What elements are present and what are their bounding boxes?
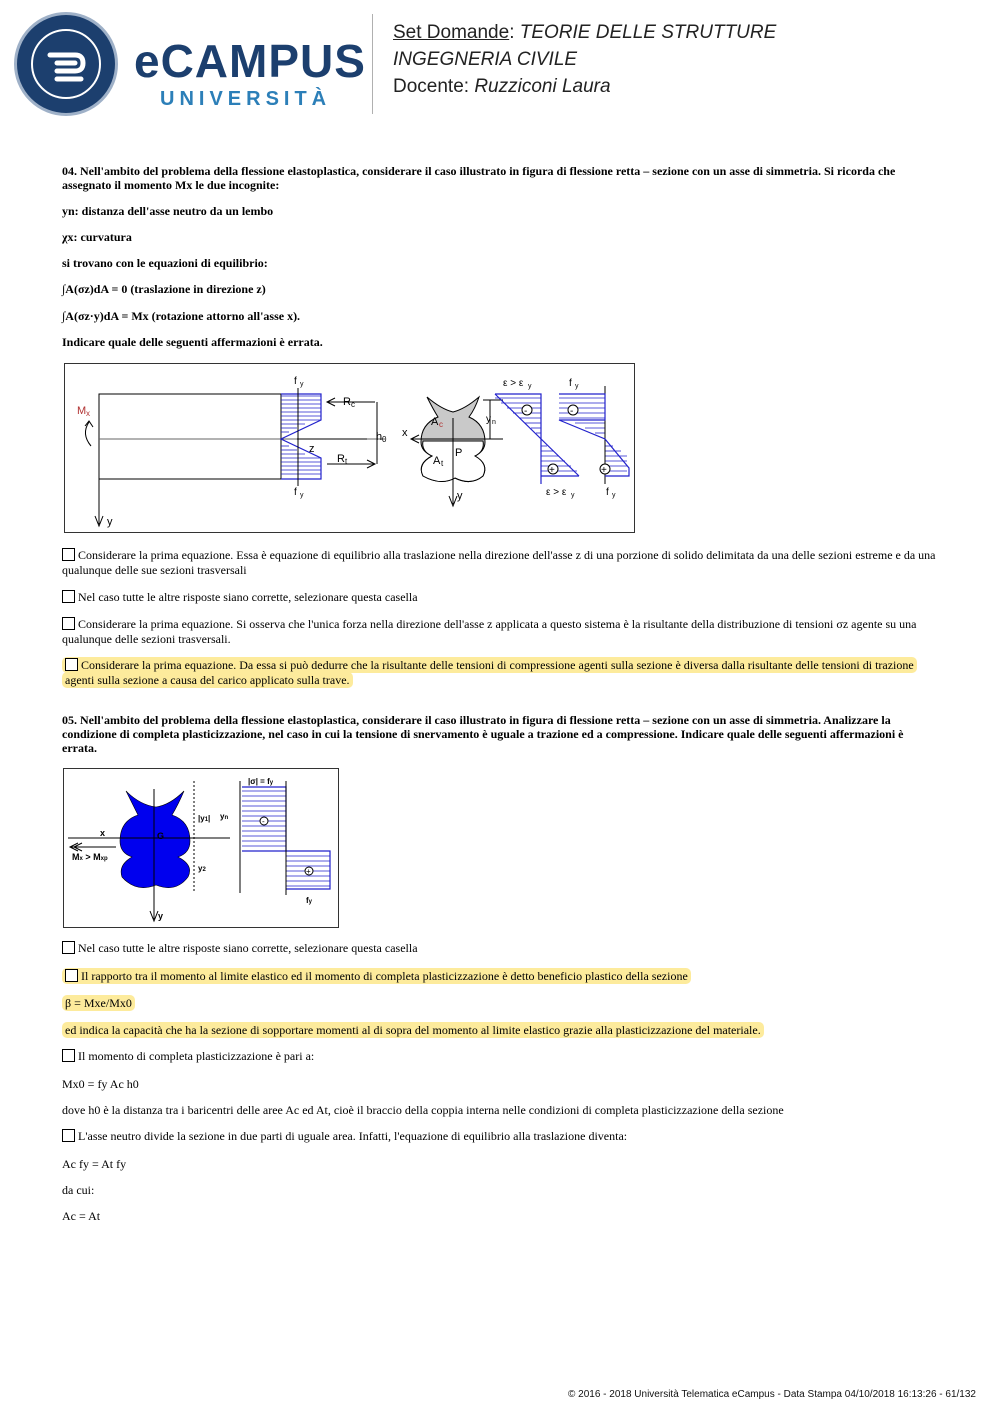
svg-text:f: f bbox=[569, 378, 572, 389]
svg-text:c: c bbox=[439, 420, 443, 429]
q04-option-3[interactable]: Considerare la prima equazione. Si osserva che l'unica forza nella direzione dell'asse z applicata a questo sistema è la risultante della distribuzione di tensioni σz agente su una qualunque delle sezioni trasversali. bbox=[62, 617, 917, 646]
svg-text:+: + bbox=[306, 867, 311, 876]
q04-prompt: Indicare quale delle seguenti affermazioni è errata. bbox=[62, 335, 323, 349]
checkbox[interactable] bbox=[65, 658, 78, 671]
svg-text:M: M bbox=[77, 405, 87, 417]
q05-option-2-formula: β = Mxe/Mx0 bbox=[62, 996, 937, 1011]
q04-figure bbox=[64, 363, 635, 533]
svg-text:-: - bbox=[570, 406, 574, 417]
logo-subtitle: UNIVERSITÀ bbox=[160, 88, 332, 110]
q04-equation-2: ∫A(σz·y)dA = Mx (rotazione attorno all'asse x). bbox=[62, 309, 301, 323]
q05-figure bbox=[63, 768, 339, 928]
q05-option-4-text: da cui: bbox=[62, 1183, 95, 1197]
svg-text:A: A bbox=[433, 455, 441, 467]
q05-figure-diagram bbox=[64, 769, 338, 927]
q05-option-4[interactable]: L'asse neutro divide la sezione in due parti di uguale area. Infatti, l'equazione di equilibrio alla traslazione diventa: bbox=[62, 1129, 937, 1144]
svg-text:fy: fy bbox=[306, 896, 313, 905]
q04-line-yn: yn: distanza dell'asse neutro da un lembo bbox=[62, 204, 274, 218]
svg-text:|σ| = fy: |σ| = fy bbox=[248, 777, 274, 786]
svg-text:y: y bbox=[300, 381, 304, 388]
svg-text:|y1|: |y1| bbox=[198, 814, 211, 823]
svg-text:c: c bbox=[351, 400, 355, 409]
q04-line-chi: χx: curvatura bbox=[62, 230, 132, 244]
checkbox[interactable] bbox=[62, 941, 75, 954]
ecampus-logo-icon bbox=[14, 12, 118, 116]
svg-text:f: f bbox=[606, 487, 609, 498]
q05-option-3[interactable]: Il momento di completa plasticizzazione è pari a: bbox=[62, 1049, 937, 1064]
svg-text:y: y bbox=[300, 492, 304, 499]
svg-text:y: y bbox=[571, 492, 575, 499]
svg-text:0: 0 bbox=[382, 435, 387, 444]
svg-text:y: y bbox=[528, 383, 532, 390]
svg-text:G: G bbox=[157, 831, 165, 841]
svg-text:h: h bbox=[376, 431, 383, 443]
svg-text:+: + bbox=[549, 465, 555, 476]
q05-option-3-continued: dove h0 è la distanza tra i baricentri delle aree Ac ed At, cioè il braccio della coppia interna nelle condizioni di completa plasticizzazione della sezione bbox=[62, 1103, 784, 1117]
q04-option-1[interactable]: Considerare la prima equazione. Essa è equazione di equilibrio alla traslazione nella direzione dell'asse z di una porzione di solido delimitata da una delle sezioni estreme e da una qualunque delle sue sezioni trasversali bbox=[62, 548, 936, 577]
svg-text:x: x bbox=[86, 409, 90, 418]
svg-text:x: x bbox=[402, 427, 408, 439]
svg-text:t: t bbox=[345, 457, 348, 466]
svg-text:t: t bbox=[441, 459, 444, 468]
checkbox[interactable] bbox=[65, 969, 78, 982]
q04-figure-diagram bbox=[65, 364, 634, 532]
svg-text:ε > ε: ε > ε bbox=[546, 487, 567, 498]
q05-option-3-formula: Mx0 = fy Ac h0 bbox=[62, 1077, 139, 1091]
header-course-line: Set Domande: TEORIE DELLE STRUTTURE bbox=[393, 22, 777, 43]
svg-text:z: z bbox=[309, 443, 315, 455]
svg-text:R: R bbox=[337, 453, 345, 465]
q05-option-2-highlighted[interactable]: Il rapporto tra il momento al limite elastico ed il momento di completa plasticizzazione è detto beneficio plastico della sezione bbox=[62, 969, 937, 984]
header-degree-line: INGEGNERIA CIVILE bbox=[393, 49, 578, 70]
checkbox[interactable] bbox=[62, 548, 75, 561]
q05-option-4-formula: Ac fy = At fy bbox=[62, 1157, 127, 1171]
q05-option-4-result: Ac = At bbox=[62, 1209, 101, 1223]
document-header bbox=[0, 0, 1000, 130]
svg-text:n: n bbox=[492, 419, 496, 426]
header-teacher-line: Docente: Ruzziconi Laura bbox=[393, 76, 611, 97]
logo-wordmark: eCAMPUS bbox=[134, 35, 366, 87]
svg-text:R: R bbox=[343, 396, 351, 408]
svg-text:y: y bbox=[612, 492, 616, 499]
header-divider bbox=[372, 14, 373, 114]
svg-text:ε > ε: ε > ε bbox=[503, 378, 524, 389]
svg-text:-: - bbox=[524, 406, 528, 417]
svg-text:x: x bbox=[100, 828, 106, 838]
q04-option-4-highlighted[interactable]: Considerare la prima equazione. Da essa si può dedurre che la risultante delle tensioni di compressione agenti sulla sezione è diversa dalla risultante delle tensioni di trazione agenti sulla sezione a causa del carico applicato sulla trave. bbox=[62, 658, 937, 688]
svg-text:y2: y2 bbox=[198, 864, 206, 873]
q05-option-1[interactable]: Nel caso tutte le altre risposte siano corrette, selezionare questa casella bbox=[62, 941, 937, 956]
svg-text:-: - bbox=[262, 817, 265, 826]
svg-text:y: y bbox=[107, 516, 113, 528]
q04-equation-1: ∫A(σz)dA = 0 (traslazione in direzione z) bbox=[62, 282, 266, 296]
q05-option-2-continued: ed indica la capacità che ha la sezione di sopportare momenti al di sopra del momento al limite elastico grazie alla plasticizzazione del materiale. bbox=[62, 1023, 937, 1038]
svg-text:y: y bbox=[486, 414, 491, 425]
svg-text:f: f bbox=[294, 376, 297, 387]
svg-text:yn: yn bbox=[220, 812, 229, 821]
svg-text:y: y bbox=[158, 911, 164, 921]
checkbox[interactable] bbox=[62, 617, 75, 630]
svg-text:f: f bbox=[294, 487, 297, 498]
page-footer: © 2016 - 2018 Università Telematica eCampus - Data Stampa 04/10/2018 16:13:26 - 61/132 bbox=[568, 1389, 976, 1400]
svg-text:Mx > Mxp: Mx > Mxp bbox=[72, 852, 108, 862]
svg-text:y: y bbox=[457, 490, 463, 502]
svg-text:+: + bbox=[601, 465, 607, 476]
q04-option-2[interactable]: Nel caso tutte le altre risposte siano corrette, selezionare questa casella bbox=[62, 590, 937, 605]
svg-text:A: A bbox=[431, 416, 439, 428]
svg-text:P: P bbox=[455, 447, 463, 459]
q05-intro: 05. Nell'ambito del problema della flessione elastoplastica, considerare il caso illustrato in figura di flessione retta – sezione con un asse di simmetria. Analizzare la condizione di completa plasticizzazione, nel caso in cui la tensione di snervamento è uguale a trazione ed a compressione. Indicare quale delle seguenti affermazioni è errata. bbox=[62, 713, 904, 755]
q04-intro: 04. Nell'ambito del problema della flessione elastoplastica, considerare il caso illustrato in figura di flessione retta – sezione con un asse di simmetria. Si ricorda che assegnato il momento Mx le due incognite: bbox=[62, 164, 896, 192]
svg-text:y: y bbox=[575, 383, 579, 390]
q04-line-equations: si trovano con le equazioni di equilibrio: bbox=[62, 256, 268, 270]
checkbox[interactable] bbox=[62, 1049, 75, 1062]
checkbox[interactable] bbox=[62, 590, 75, 603]
checkbox[interactable] bbox=[62, 1129, 75, 1142]
